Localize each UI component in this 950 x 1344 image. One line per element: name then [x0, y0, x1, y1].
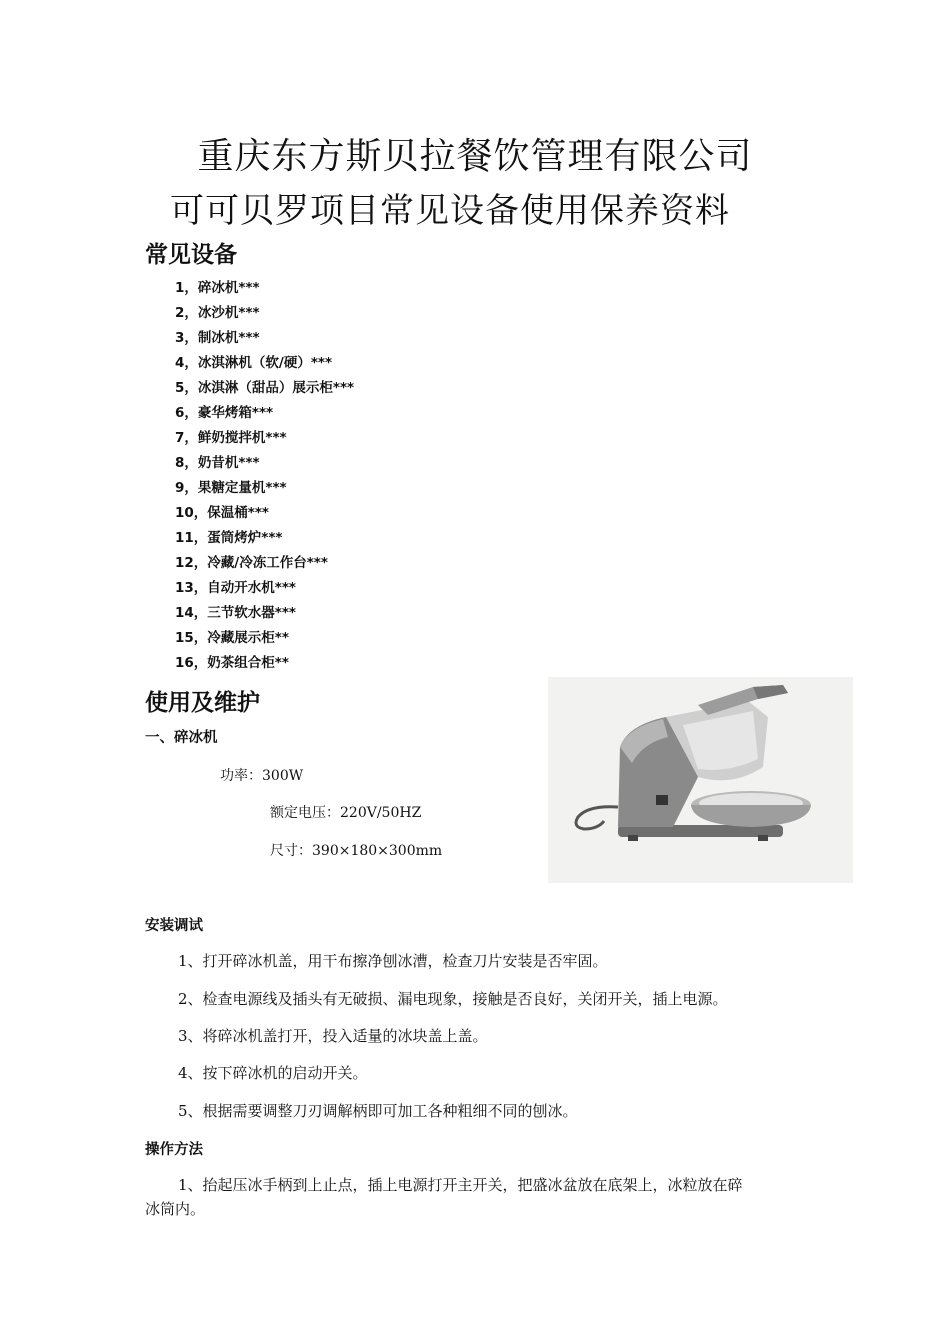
- list-item: 14，三节软水器***: [175, 605, 296, 621]
- install-step: 1、打开碎冰机盖，用干布擦净刨冰漕，检查刀片安装是否牢固。: [178, 952, 608, 970]
- ice-crusher-photo: [548, 677, 853, 883]
- usage-heading: 使用及维护: [145, 690, 260, 716]
- operation-heading: 操作方法: [145, 1142, 203, 1158]
- install-step: 3、将碎冰机盖打开，投入适量的冰块盖上盖。: [178, 1027, 488, 1045]
- list-item: 2，冰沙机***: [175, 305, 260, 321]
- company-title: 重庆东方斯贝拉餐饮管理有限公司: [197, 136, 753, 177]
- list-item: 15，冷藏展示柜**: [175, 630, 289, 646]
- list-item: 10，保温桶***: [175, 505, 269, 521]
- list-item: 16，奶茶组合柜**: [175, 655, 289, 671]
- list-item: 8，奶昔机***: [175, 455, 260, 471]
- install-step: 2、检查电源线及插头有无破损、漏电现象，接触是否良好，关闭开关，插上电源。: [178, 990, 728, 1008]
- list-item: 4，冰淇淋机（软/硬）***: [175, 355, 333, 371]
- list-item: 9，果糖定量机***: [175, 480, 287, 496]
- machine-title: 一、碎冰机: [145, 730, 218, 746]
- list-item: 5，冰淇淋（甜品）展示柜***: [175, 380, 355, 396]
- spec-power: 功率：300W: [220, 768, 304, 784]
- list-item: 6，豪华烤箱***: [175, 405, 274, 421]
- list-item: 13，自动开水机***: [175, 580, 296, 596]
- spec-size: 尺寸：390×180×300mm: [270, 843, 443, 859]
- list-item: 3，制冰机***: [175, 330, 260, 346]
- install-heading: 安装调试: [145, 918, 203, 934]
- list-item: 11，蛋筒烤炉***: [175, 530, 283, 546]
- list-item: 1，碎冰机***: [175, 280, 260, 296]
- install-step: 5、根据需要调整刀刃调解柄即可加工各种粗细不同的刨冰。: [178, 1102, 578, 1120]
- equipment-list: [175, 276, 354, 676]
- document-subtitle: 可可贝罗项目常见设备使用保养资料: [170, 191, 730, 231]
- equipment-heading: 常见设备: [145, 242, 237, 268]
- spec-voltage: 额定电压：220V/50HZ: [270, 805, 422, 821]
- list-item: 7，鲜奶搅拌机***: [175, 430, 287, 446]
- operation-step-line: 1、抬起压冰手柄到上止点，插上电源打开主开关，把盛冰盆放在底架上，冰粒放在碎: [178, 1176, 743, 1194]
- operation-step-line: 冰筒内。: [145, 1200, 206, 1218]
- install-step: 4、按下碎冰机的启动开关。: [178, 1064, 368, 1082]
- list-item: 12，冷藏/冷冻工作台***: [175, 555, 328, 571]
